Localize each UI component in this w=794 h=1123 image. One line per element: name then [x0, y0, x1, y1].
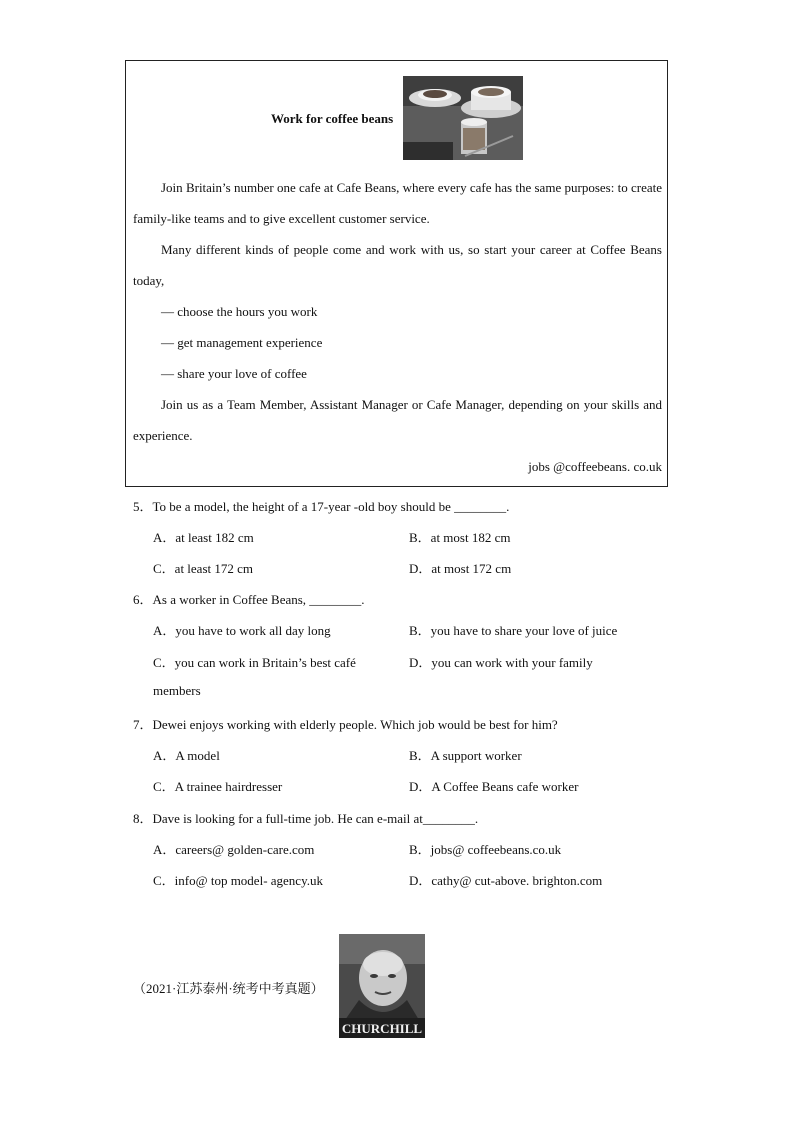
portrait-caption: CHURCHILL	[341, 1021, 423, 1036]
question-5-option-c: C．at least 172 cm	[153, 561, 254, 576]
exam-source-label: （2021·江苏泰州·统考中考真题）	[133, 981, 324, 996]
question-7-option-a: A．A model	[153, 748, 220, 763]
question-6-option-a: A．you have to work all day long	[153, 623, 331, 638]
question-5-option-a: A．at least 182 cm	[153, 530, 254, 545]
question-8-option-b: B．jobs@ coffeebeans.co.uk	[409, 842, 562, 857]
question-6-option-d-continuation: members	[153, 683, 201, 698]
ad-paragraph: Many different kinds of people come and work with us, so start your career at Coffee Beans today,	[133, 242, 662, 288]
ad-title: Work for coffee beans	[271, 111, 394, 126]
ad-bullet: — get management experience	[161, 335, 323, 350]
coffee-beans-ad	[125, 60, 668, 487]
question-6-option-c: C．you can work in Britain’s best café	[153, 655, 356, 670]
churchill-portrait-image	[339, 934, 425, 1038]
question-7-option-c: C．A trainee hairdresser	[153, 779, 283, 794]
question-8-option-c: C．info@ top model- agency.uk	[153, 873, 323, 888]
question-8-option-a: A．careers@ golden-care.com	[153, 842, 315, 857]
ad-paragraph: Join Britain’s number one cafe at Cafe Beans, where every cafe has the same purposes: to create family-like teams and to give excellent customer service.	[133, 180, 662, 226]
question-5-stem: 5．To be a model, the height of a 17-year -old boy should be ________.	[133, 499, 510, 514]
ad-email: jobs @coffeebeans. co.uk	[528, 459, 662, 474]
question-8-stem: 8．Dave is looking for a full-time job. He can e-mail at________.	[133, 811, 479, 826]
question-7-option-b: B．A support worker	[409, 748, 522, 763]
coffee-cups-photo	[403, 76, 523, 160]
question-6-stem: 6．As a worker in Coffee Beans, ________.	[133, 592, 365, 607]
question-6-option-b: B．you have to share your love of juice	[409, 623, 618, 638]
ad-bullet: — share your love of coffee	[161, 366, 307, 381]
question-5-option-b: B．at most 182 cm	[409, 530, 511, 545]
question-6-option-d: D．you can work with your family	[409, 655, 593, 670]
ad-bullet: — choose the hours you work	[161, 304, 318, 319]
question-8-option-d: D．cathy@ cut-above. brighton.com	[409, 873, 603, 888]
ad-body	[133, 172, 662, 482]
question-7-option-d: D．A Coffee Beans cafe worker	[409, 779, 579, 794]
question-5-option-d: D．at most 172 cm	[409, 561, 512, 576]
question-7-stem: 7．Dewei enjoys working with elderly people. Which job would be best for him?	[133, 717, 558, 732]
ad-paragraph: Join us as a Team Member, Assistant Manager or Cafe Manager, depending on your skills and experience.	[133, 397, 662, 443]
